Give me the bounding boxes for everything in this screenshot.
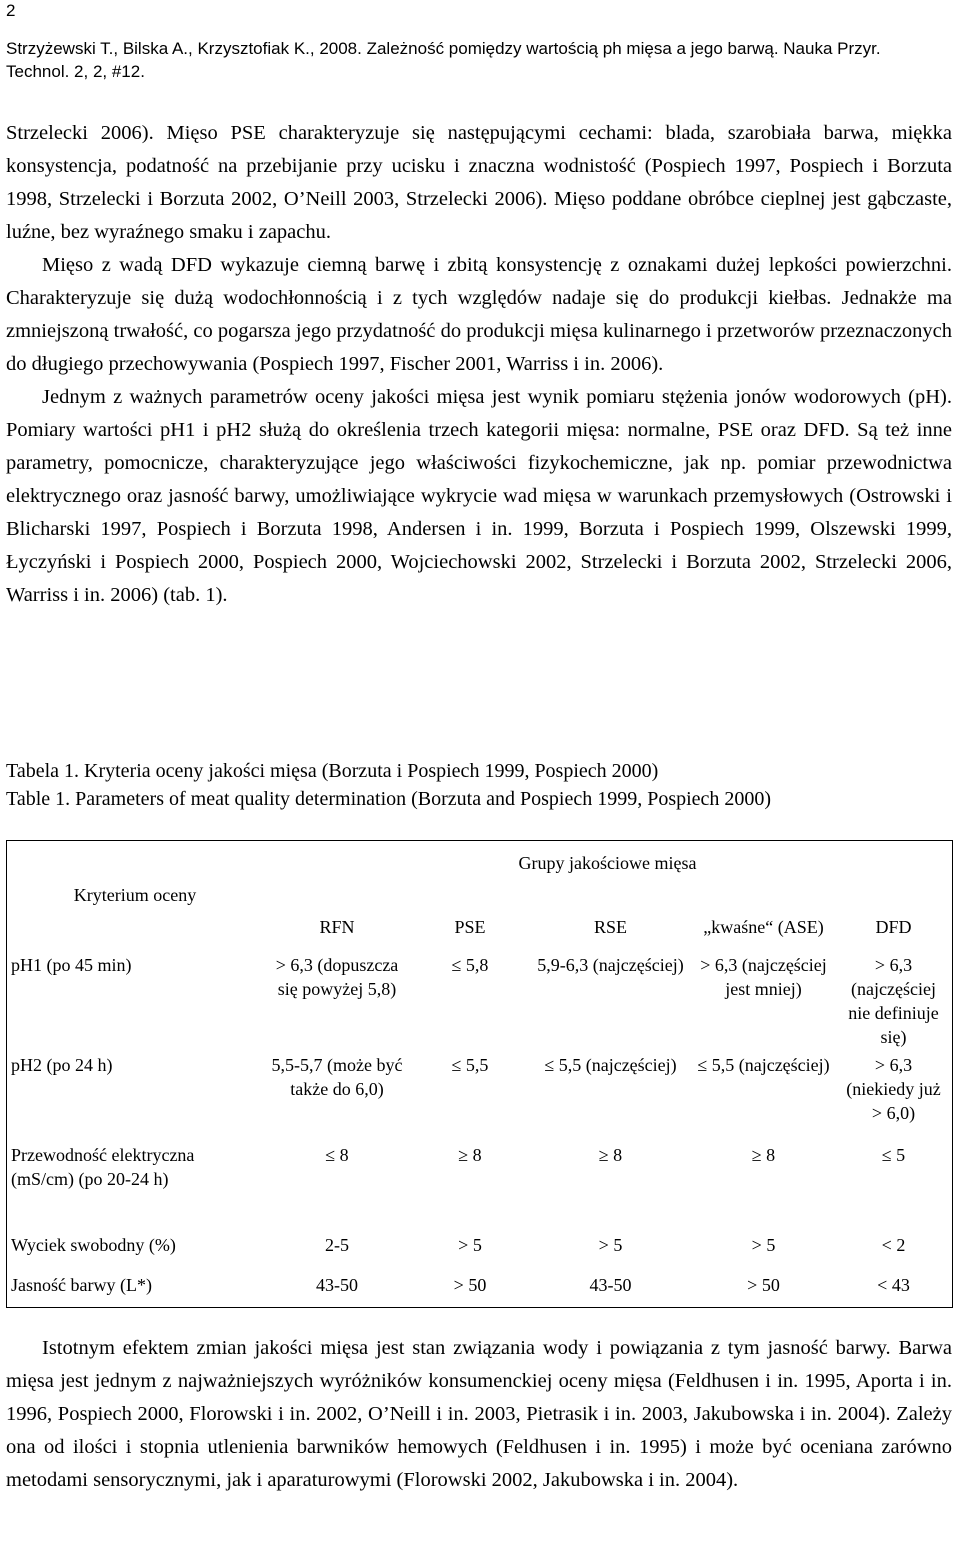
table-cell: ≤ 5,5 (najczęściej) bbox=[697, 1055, 830, 1075]
table-cell: < 2 bbox=[881, 1235, 906, 1255]
citation-line-2: Technol. 2, 2, #12. bbox=[6, 62, 145, 81]
table-cell: > 5 bbox=[751, 1235, 776, 1255]
table-cell: 43-50 bbox=[316, 1275, 358, 1295]
row-label: Jasność barwy (L*) bbox=[11, 1275, 152, 1295]
table-cell: 5,9-6,3 (najczęściej) bbox=[537, 955, 684, 975]
table-cell: 2-5 bbox=[325, 1235, 349, 1255]
table-cell: > 6,3 (niekiedy już > 6,0) bbox=[846, 1055, 941, 1123]
column-header: RFN bbox=[319, 916, 355, 937]
table-cell: ≤ 5,8 bbox=[451, 955, 489, 975]
column-header: „kwaśne“ (ASE) bbox=[703, 916, 824, 937]
table-row bbox=[7, 1139, 953, 1229]
table-cell: 43-50 bbox=[589, 1275, 632, 1295]
table-cell: > 6,3 (najczęściej nie definiuje się) bbox=[848, 955, 939, 1047]
row-label: Przewodność elektryczna (mS/cm) (po 20-24 h) bbox=[11, 1145, 195, 1189]
row-label: pH1 (po 45 min) bbox=[11, 955, 132, 975]
table-cell: ≥ 8 bbox=[751, 1145, 776, 1165]
citation-line-1: Strzyżewski T., Bilska A., Krzysztofiak K., 2008. Zależność pomiędzy wartością ph mięsa a jego barwą. Nauka Przyr. bbox=[6, 39, 881, 58]
table-cell: > 6,3 (dopuszcza się powyżej 5,8) bbox=[275, 955, 399, 999]
table-row bbox=[7, 1269, 953, 1308]
column-header: RSE bbox=[593, 916, 627, 937]
paragraph-colour: Istotnym efektem zmian jakości mięsa jest stan związania wody i powiązania z tym jasność barwy. Barwa mięsa jest jednym z najważniejszych wyróżników konsumenckiej oceny mięsa (Feldhusen i in. 1995, Aporta i in. 1996, Pospiech 2000, Florowski i in. 2002, O’Neill i in. 2003, Pietrasik i in. 2003, Jakubowska i in. 2004). Zależy ona od ilości i stopnia utlenienia barwników hemowych (Feldhusen i in. 1995) i może być oceniana zarówno metodami sensorycznymi, jak i aparaturowymi (Florowski 2002, Jakubowska i in. 2004). bbox=[6, 1337, 952, 1491]
table-cell: > 6,3 (najczęściej jest mniej) bbox=[700, 955, 827, 999]
table-cell: ≤ 5,5 bbox=[451, 1055, 489, 1075]
group-header: Grupy jakościowe mięsa bbox=[518, 853, 697, 873]
table-cell: > 5 bbox=[458, 1235, 482, 1255]
table-cell: ≥ 8 bbox=[458, 1145, 482, 1165]
paragraph-ph: Jednym z ważnych parametrów oceny jakości mięsa jest wynik pomiaru stężenia jonów wodorowych (pH). Pomiary wartości pH1 i pH2 służą do określenia trzech kategorii mięsa: normalne, PSE oraz DFD. Są też inne parametry, pomocnicze, charakteryzujące jego właściwości fizykochemiczne, jak np. pomiar przewodnictwa elektrycznego oraz jasność barwy, umożliwiające wykrycie wad mięsa w warunkach przemysłowych (Ostrowski i Blicharski 1997, Pospiech i Borzuta 1998, Andersen i in. 1999, Borzuta i Pospiech 1999, Olszewski 1999, Łyczyński i Pospiech 2000, Pospiech 2000, Wojciechowski 2002, Strzelecki i Borzuta 2002, Strzelecki 2006, Warriss i in. 2006) (tab. 1). bbox=[6, 386, 952, 606]
row-label: Wyciek swobodny (%) bbox=[11, 1235, 176, 1255]
table-cell: ≤ 8 bbox=[325, 1145, 349, 1165]
table-cell: < 43 bbox=[877, 1275, 910, 1295]
page-number: 2 bbox=[6, 1, 16, 20]
quality-criteria-table bbox=[6, 840, 953, 1308]
table-cell: 5,5-5,7 (może być także do 6,0) bbox=[271, 1055, 403, 1099]
table-cell: ≥ 8 bbox=[598, 1145, 623, 1165]
body-text-bottom bbox=[6, 1332, 952, 1497]
paragraph-pse: Strzelecki 2006). Mięso PSE charakteryzuje się następującymi cechami: blada, szarobiała barwa, miękka konsystencja, podatność na przebijanie przy ucisku i znaczna wodnistość (Pospiech 1997, Pospiech i Borzuta 1998, Strzelecki i Borzuta 2002, O’Neill 2003, Strzelecki 2006). Mięso poddane obróbce cieplnej jest gąbczaste, luźne, bez wyraźnego smaku i zapachu. bbox=[6, 122, 952, 243]
table-row bbox=[7, 1049, 953, 1139]
column-header: PSE bbox=[454, 916, 486, 937]
table-caption-en: Table 1. Parameters of meat quality determination (Borzuta and Pospiech 1999, Pospiech 2000) bbox=[6, 788, 772, 810]
column-header: DFD bbox=[875, 916, 912, 937]
body-text-top bbox=[6, 117, 952, 612]
table-cell: ≤ 5 bbox=[881, 1145, 906, 1165]
table-caption-pl: Tabela 1. Kryteria oceny jakości mięsa (Borzuta i Pospiech 1999, Pospiech 2000) bbox=[6, 760, 659, 782]
table-cell: > 5 bbox=[598, 1235, 623, 1255]
paragraph-dfd: Mięso z wadą DFD wykazuje ciemną barwę i zbitą konsystencję z oznakami dużej lepkości powierzchni. Charakteryzuje się dużą wodochłonnością i z tych względów nadaje się do produkcji kiełbas. Jednakże ma zmniejszoną trwałość, co pogarsza jego przydatność do produkcji mięsa kulinarnego i przetworów przeznaczonych do długiego przechowywania (Pospiech 1997, Fischer 2001, Warriss i in. 2006). bbox=[6, 254, 952, 375]
table-row bbox=[7, 1229, 953, 1269]
table-cell: ≤ 5,5 (najczęściej) bbox=[544, 1055, 677, 1075]
table-cell: > 50 bbox=[747, 1275, 780, 1295]
table-cell: > 50 bbox=[453, 1275, 487, 1295]
table-row bbox=[7, 949, 953, 1049]
table-header-row-1 bbox=[7, 841, 953, 905]
criterion-header: Kryterium oceny bbox=[73, 885, 197, 905]
row-label: pH2 (po 24 h) bbox=[11, 1055, 113, 1075]
